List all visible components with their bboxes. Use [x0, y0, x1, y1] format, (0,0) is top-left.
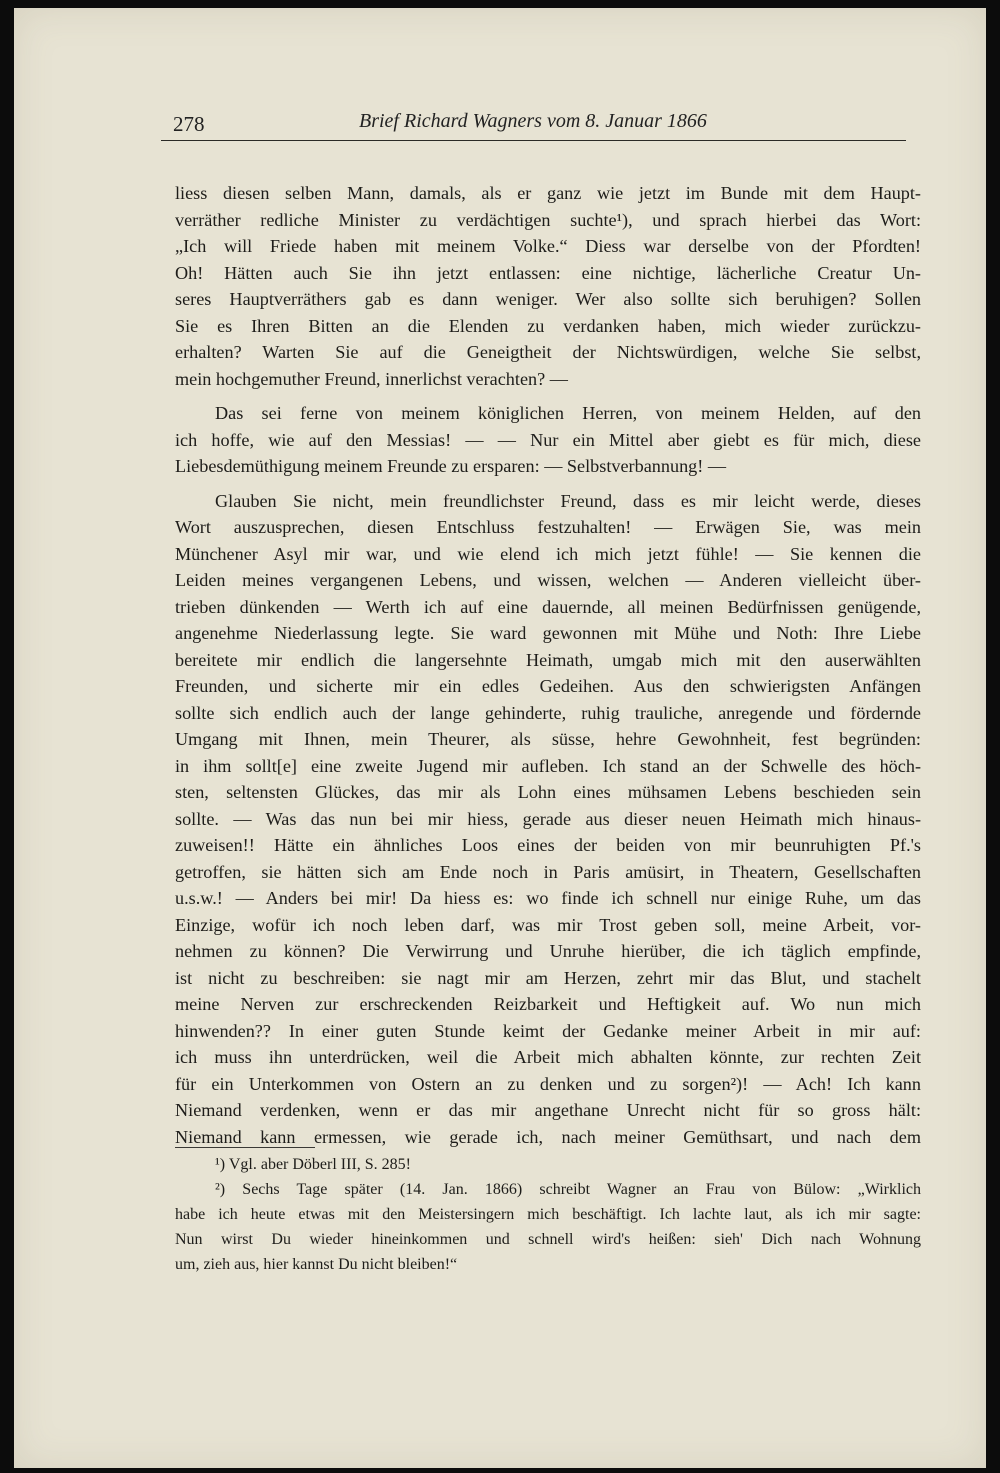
text-line: Münchener Asyl mir war, und wie elend ich mich jetzt fühle! — Sie kennen die: [175, 543, 921, 564]
text-line: angenehme Niederlassung legte. Sie ward gewonnen mit Mühe und Noth: Ihre Liebe: [175, 623, 921, 643]
footnote-line: ²) Sechs Tage später (14. Jan. 1866) schreibt Wagner an Frau von Bülow: „Wirklich: [215, 1181, 921, 1198]
text-line: trieben dünkenden — Werth ich auf eine dauernde, all meinen Bedürfnissen genügende,: [175, 596, 921, 617]
footnote-line: ¹) Vgl. aber Döberl III, S. 285!: [215, 1156, 412, 1173]
page-number: 278: [173, 112, 205, 136]
text-line: erhalten? Warten Sie auf die Geneigtheit der Nichtswürdigen, welche Sie selbst,: [175, 342, 921, 362]
text-line: Glauben Sie nicht, mein freundlichster Freund, dass es mir leicht werde, dieses: [215, 490, 921, 511]
running-title: Brief Richard Wagners vom 8. Januar 1866: [359, 110, 707, 132]
text-line: Leiden meines vergangenen Lebens, und wissen, welchen — Anderen vielleicht über-: [175, 570, 921, 590]
text-line: u.s.w.! — Anders bei mir! Da hiess es: wo finde ich schnell nur einige Ruhe, um das: [175, 888, 921, 908]
text-line: ich hoffe, wie auf den Messias! — — Nur ein Mittel aber giebt es für mich, diese: [175, 429, 921, 450]
text-line: verräther redliche Minister zu verdächtigen suchte¹), und sprach hierbei das Wort:: [175, 209, 921, 230]
text-line: Umgang mit Ihnen, mein Theurer, als süsse, hehre Gewohnheit, fest begründen:: [175, 729, 921, 749]
text-line: mein hochgemuther Freund, innerlichst verachten? —: [175, 368, 568, 389]
text-line: meine Nerven zur erschreckenden Reizbarkeit und Heftigkeit auf. Wo nun mich: [175, 994, 921, 1014]
footnote-rule: [175, 1147, 315, 1148]
text-line: Liebesdemüthigung meinem Freunde zu ersparen: — Selbstverbannung! —: [175, 456, 727, 476]
footnote-line: um, zieh aus, hier kannst Du nicht bleiben!“: [175, 1256, 458, 1273]
text-line: Freunden, und sicherte mir ein edles Gedeihen. Aus den schwierigsten Anfängen: [175, 676, 921, 696]
page-header: [161, 104, 906, 141]
text-line: Das sei ferne von meinem königlichen Herren, von meinem Helden, auf den: [215, 403, 921, 423]
footnote-line: Nun wirst Du wieder hineinkommen und schnell wird's heißen: sieh' Dich nach Wohnung: [175, 1231, 921, 1248]
text-line: hinwenden?? In einer guten Stunde keimt der Gedanke meiner Arbeit in mir auf:: [175, 1020, 921, 1041]
text-line: liess diesen selben Mann, damals, als er ganz wie jetzt im Bunde mit dem Haupt-: [175, 183, 921, 203]
footnote-line: habe ich heute etwas mit den Meistersingern mich beschäftigt. Ich lachte laut, als ich mir sagte:: [175, 1206, 921, 1223]
text-line: Sie es Ihren Bitten an die Elenden zu verdanken haben, mich wieder zurückzu-: [175, 315, 921, 336]
body-text: [175, 180, 921, 1150]
text-line: seres Hauptverräthers gab es dann weniger. Wer also sollte sich beruhigen? Sollen: [175, 289, 921, 309]
text-line: Einzige, wofür ich noch leben darf, was mir Trost geben soll, meine Arbeit, vor-: [175, 914, 921, 935]
text-line: Wort auszusprechen, diesen Entschluss festzuhalten! — Erwägen Sie, was mein: [175, 517, 921, 537]
text-line: getroffen, sie hätten sich am Ende noch in Paris amüsirt, in Theatern, Gesellschaften: [175, 861, 921, 882]
text-line: ich muss ihn unterdrücken, weil die Arbeit mich abhalten könnte, zur rechten Zeit: [175, 1047, 921, 1067]
text-line: Niemand verdenken, wenn er das mir angethane Unrecht nicht für so gross hält:: [175, 1100, 921, 1120]
text-line: sollte. — Was das nun bei mir hiess, gerade aus dieser neuen Heimath mich hinaus-: [175, 808, 921, 829]
text-line: ist nicht zu beschreiben: sie nagt mir am Herzen, zehrt mir das Blut, und stachelt: [175, 967, 921, 988]
text-line: nehmen zu können? Die Verwirrung und Unruhe hierüber, die ich täglich empfinde,: [175, 941, 921, 961]
text-line: „Ich will Friede haben mit meinem Volke.“ Diess war derselbe von der Pfordten!: [175, 236, 921, 256]
text-line: sollte sich endlich auch der lange gehinderte, ruhig trauliche, anregende und fördernde: [175, 702, 921, 723]
text-line: Oh! Hätten auch Sie ihn jetzt entlassen: eine nichtige, lächerliche Creatur Un-: [175, 262, 921, 283]
text-line: in ihm sollt[e] eine zweite Jugend mir aufleben. Ich stand an der Schwelle des höch-: [175, 755, 921, 776]
text-line: zuweisen!! Hätte ein ähnliches Loos eines der beiden von mir beunruhigten Pf.'s: [175, 835, 921, 855]
text-line: für ein Unterkommen von Ostern an zu denken und zu sorgen²)! — Ach! Ich kann: [175, 1073, 921, 1094]
text-line: bereitete mir endlich die langersehnte Heimath, umgab mich mit den auserwählten: [175, 649, 921, 670]
text-line: sten, seltensten Glückes, das mir als Lohn eines mühsamen Lebens beschieden sein: [175, 782, 921, 802]
text-line: Niemand kann ermessen, wie gerade ich, nach meiner Gemüthsart, und nach dem: [175, 1126, 921, 1147]
footnotes: [175, 1152, 921, 1277]
